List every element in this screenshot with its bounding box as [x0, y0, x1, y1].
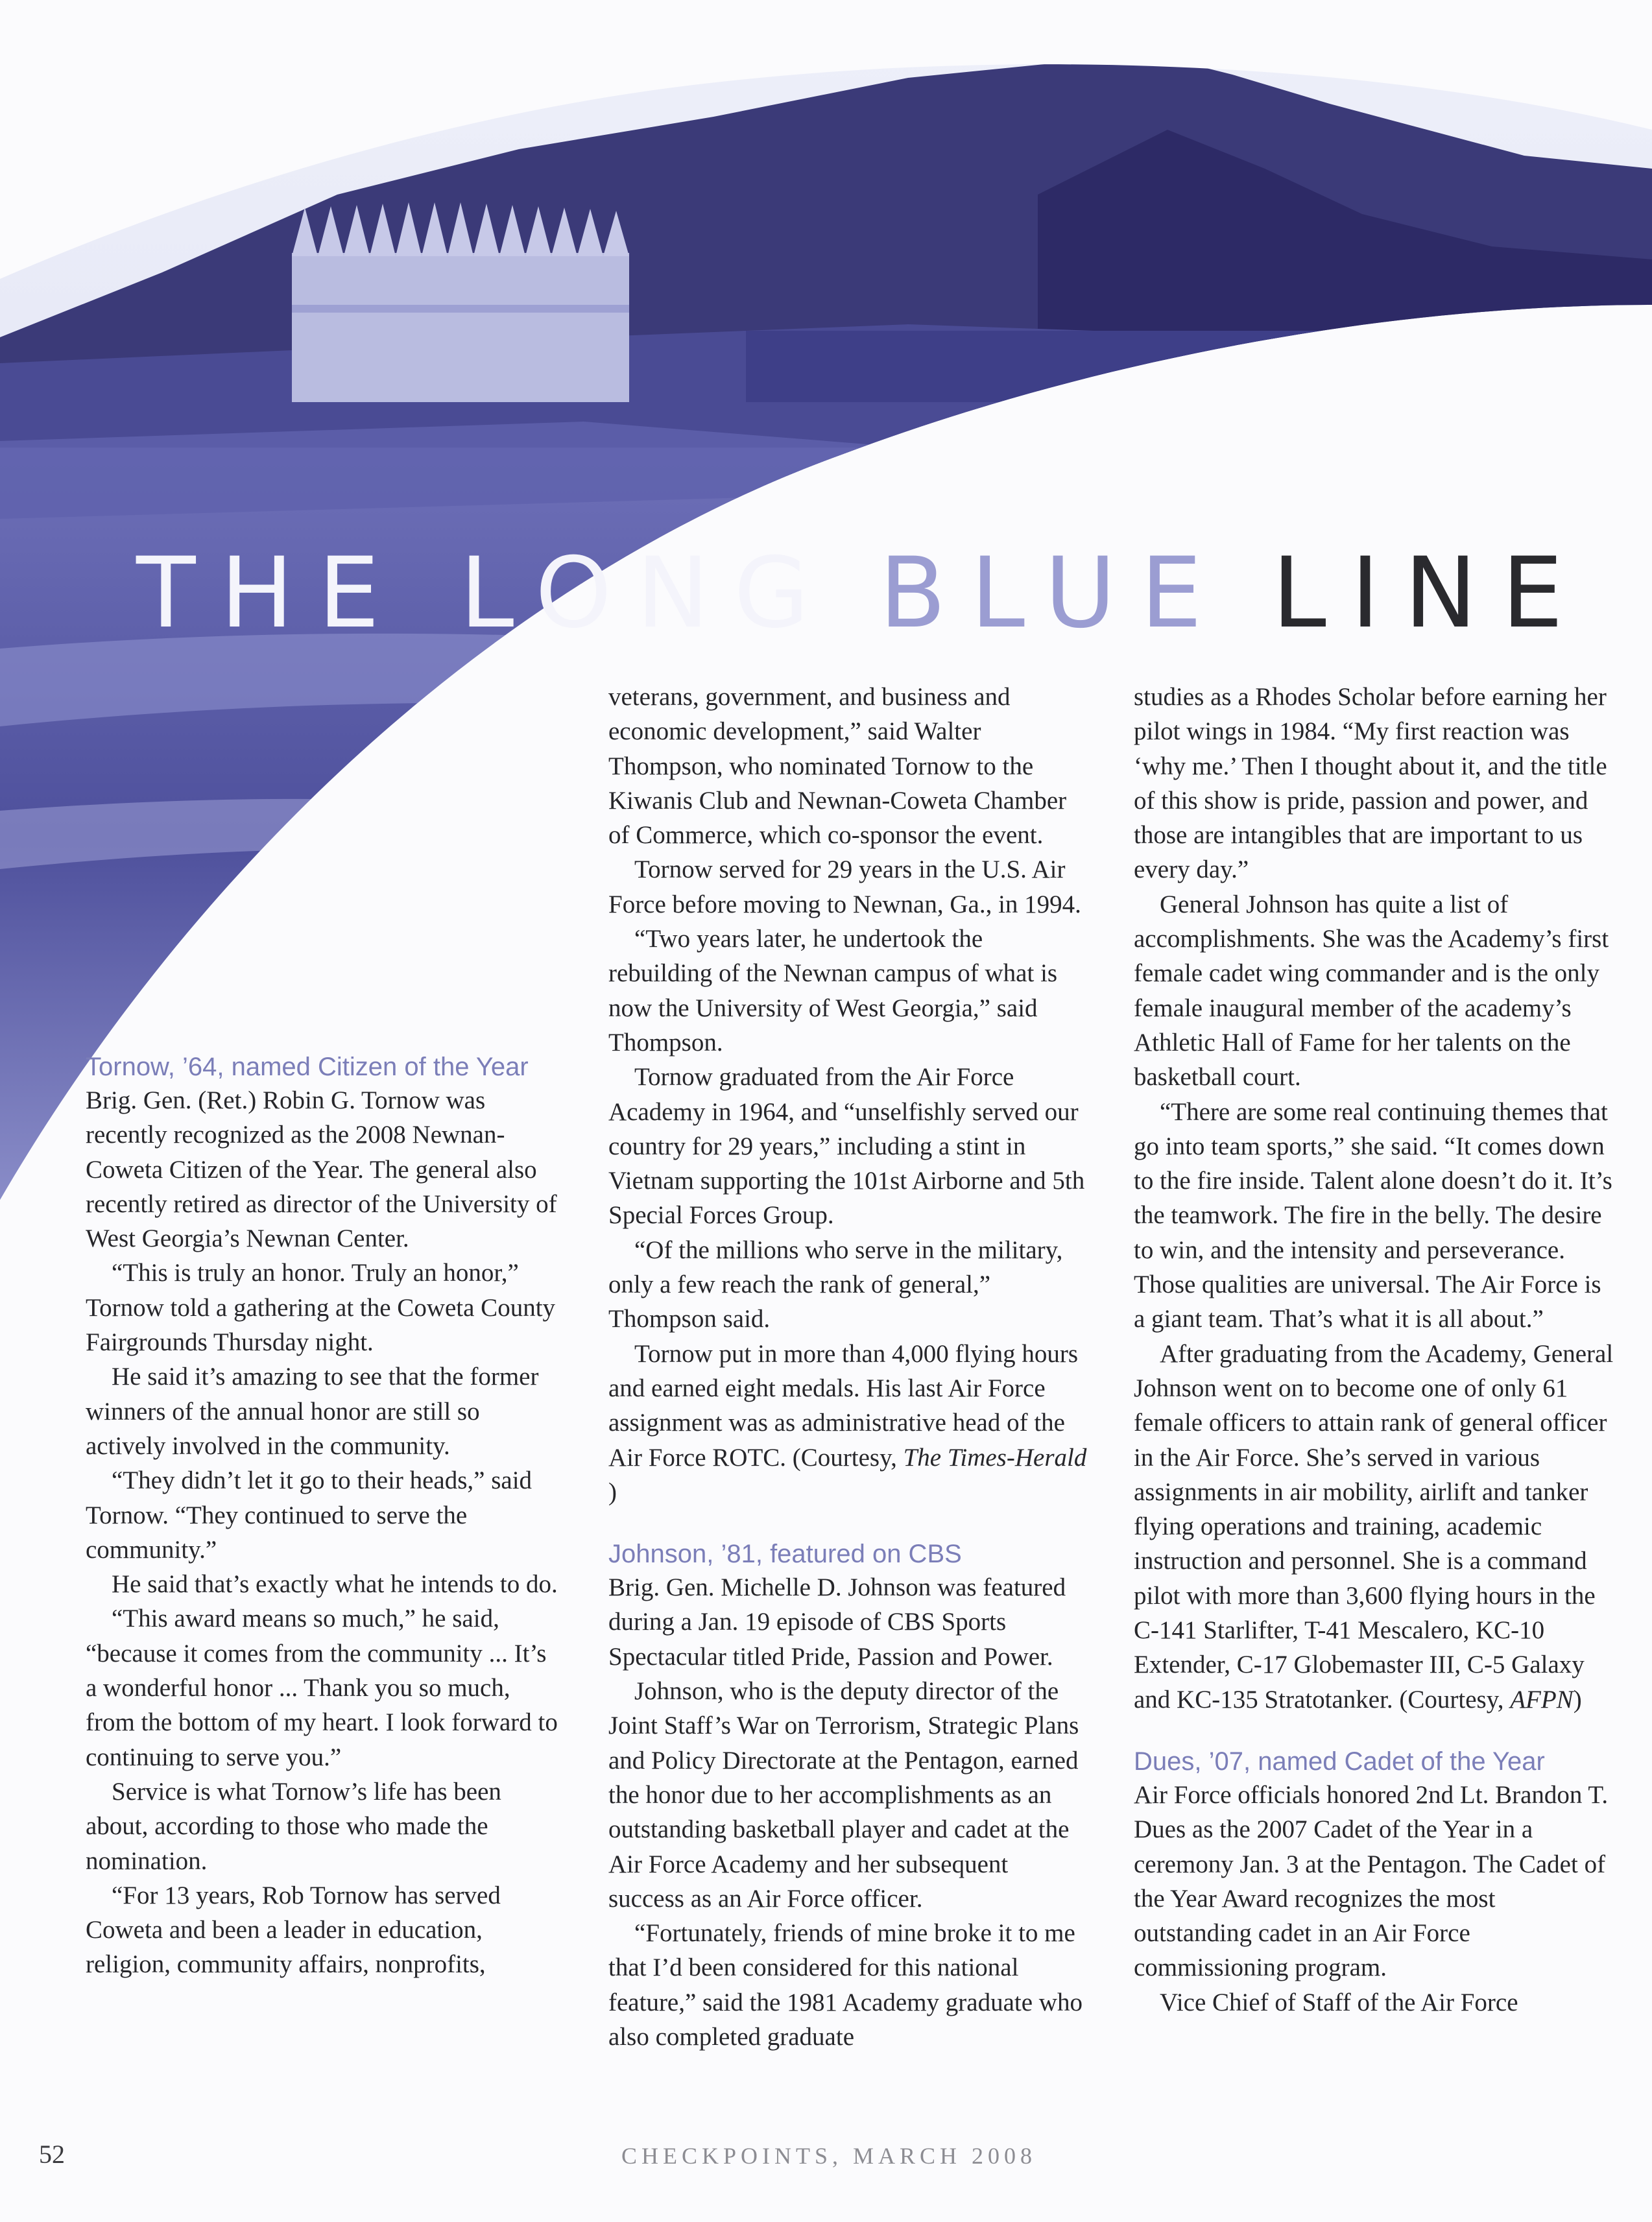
- johnson-paragraph: “Fortunately, friends of mine broke it to me that I’d been considered for this national feature,” said the 1981 Academy graduate who also completed graduate: [608, 1919, 1083, 2051]
- tornow-paragraph: “This is truly an honor. Truly an honor,” Tornow told a gathering at the Coweta County Fairgrounds Thursday night.: [86, 1259, 556, 1357]
- johnson-paragraph: [1134, 1337, 1614, 1717]
- johnson-paragraph: “There are some real continuing themes that go into team sports,” she said. “It comes down to the fire inside. Talent alone doesn’t do it. It’s the teamwork. The fire in the belly. The desire to win, and the intensity and perseverance. Those qualities are universal. The Air Force is a giant team. That’s what it is all about.”: [1134, 1097, 1612, 1333]
- tornow-paragraph: “Of the millions who serve in the military, only a few reach the rank of general,” Thompson said.: [608, 1236, 1063, 1333]
- column-1: [86, 1051, 559, 1982]
- tornow-article-title: Tornow, ’64, named Citizen of the Year: [86, 1053, 529, 1081]
- tornow-paragraph: Tornow served for 29 years in the U.S. Air Force before moving to Newnan, Ga., in 1994.: [608, 855, 1081, 918]
- tornow-paragraph: Brig. Gen. (Ret.) Robin G. Tornow was recently recognized as the 2008 Newnan-Coweta Citizen of the Year. The general also recently retired as director of the University of West Georgia’s Newnan Center.: [86, 1086, 557, 1253]
- tornow-source: The Times-Herald: [903, 1443, 1087, 1472]
- tornow-source-close: ): [608, 1477, 617, 1506]
- tornow-paragraph: He said it’s amazing to see that the former winners of the annual honor are still so actively involved in the community.: [86, 1363, 539, 1460]
- headline-part-3: LINE: [1272, 537, 1588, 650]
- headline-part-1: THE LONG: [136, 537, 834, 650]
- johnson-paragraph: Brig. Gen. Michelle D. Johnson was featured during a Jan. 19 episode of CBS Sports Spectacular titled Pride, Passion and Power.: [608, 1573, 1066, 1671]
- column-2: [608, 680, 1090, 2054]
- johnson-last-text: After graduating from the Academy, General Johnson went on to become one of only 61 female officers to attain rank of general officer in the Air Force. She’s served in various assignments in air mobility, airlift and tanker flying operations and training, academic instruction and personnel. She is a command pilot with more than 3,600 flying hours in the C-141 Starlifter, T-41 Mescalero, KC-10 Extender, C-17 Globemaster III, C-5 Galaxy and KC-135 Stratotanker. (Courtesy,: [1134, 1339, 1614, 1714]
- publication-footer: CHECKPOINTS, MARCH 2008: [621, 2143, 1037, 2169]
- johnson-paragraph: General Johnson has quite a list of accomplishments. She was the Academy’s first female cadet wing commander and is the only female inaugural member of the academy’s Athletic Hall of Fame for her talents on the basketball court.: [1134, 890, 1609, 1092]
- column-3: [1134, 680, 1614, 2020]
- tornow-last-text: Tornow put in more than 4,000 flying hours and earned eight medals. His last Air Force assignment was as administrative head of the Air Force ROTC. (Courtesy,: [608, 1339, 1079, 1472]
- tornow-paragraph: Tornow graduated from the Air Force Academy in 1964, and “unselfishly served our country for 29 years,” including a stint in Vietnam supporting the 101st Airborne and 5th Special Forces Group.: [608, 1063, 1085, 1230]
- tornow-paragraph: veterans, government, and business and economic development,” said Walter Thompson, who nominated Tornow to the Kiwanis Club and Newnan-Coweta Chamber of Commerce, which co-sponsor the event.: [608, 683, 1067, 850]
- tornow-paragraph: “They didn’t let it go to their heads,” said Tornow. “They continued to serve the community.”: [86, 1466, 533, 1564]
- tornow-paragraph: He said that’s exactly what he intends to do.: [112, 1570, 558, 1599]
- johnson-paragraph: studies as a Rhodes Scholar before earning her pilot wings in 1984. “My first reaction was ‘why me.’ Then I thought about it, and the title of this show is pride, passion and power, and those are intangibles that are important to us every day.”: [1134, 683, 1607, 884]
- tornow-paragraph: [608, 1337, 1090, 1509]
- dues-paragraph: Air Force officials honored 2nd Lt. Brandon T. Dues as the 2007 Cadet of the Year in a ceremony Jan. 3 at the Pentagon. The Cadet of the Year Award recognizes the most outstanding cadet in an Air Force commissioning program.: [1134, 1780, 1609, 1982]
- johnson-article-title: Johnson, ’81, featured on CBS: [608, 1540, 962, 1569]
- tornow-paragraph: “This award means so much,” he said, “because it comes from the community ... It’s a wonderful honor ... Thank you so much, from the bottom of my heart. I look forward to continuing to serve you.”: [86, 1605, 558, 1771]
- johnson-source-close: ): [1573, 1685, 1582, 1714]
- section-headline: [136, 537, 1588, 650]
- johnson-paragraph: Johnson, who is the deputy director of the Joint Staff’s War on Terrorism, Strategic Plans and Policy Directorate at the Pentagon, earned the honor due to her accomplishments as an outstanding basketball player and cadet at the Air Force Academy and her subsequent success as an Air Force officer.: [608, 1677, 1079, 1913]
- johnson-source: AFPN: [1510, 1685, 1574, 1714]
- tornow-paragraph: “Two years later, he undertook the rebuilding of the Newnan campus of what is now the University of West Georgia,” said Thompson.: [608, 925, 1058, 1057]
- tornow-paragraph: “For 13 years, Rob Tornow has served Coweta and been a leader in education, religion, community affairs, nonprofits,: [86, 1881, 501, 1979]
- dues-paragraph: Vice Chief of Staff of the Air Force: [1160, 1988, 1518, 2016]
- page-number: 52: [39, 2140, 65, 2169]
- dues-article-title: Dues, ’07, named Cadet of the Year: [1134, 1747, 1545, 1776]
- tornow-paragraph: Service is what Tornow’s life has been about, according to those who made the nomination.: [86, 1777, 501, 1875]
- headline-part-2: BLUE: [879, 537, 1227, 650]
